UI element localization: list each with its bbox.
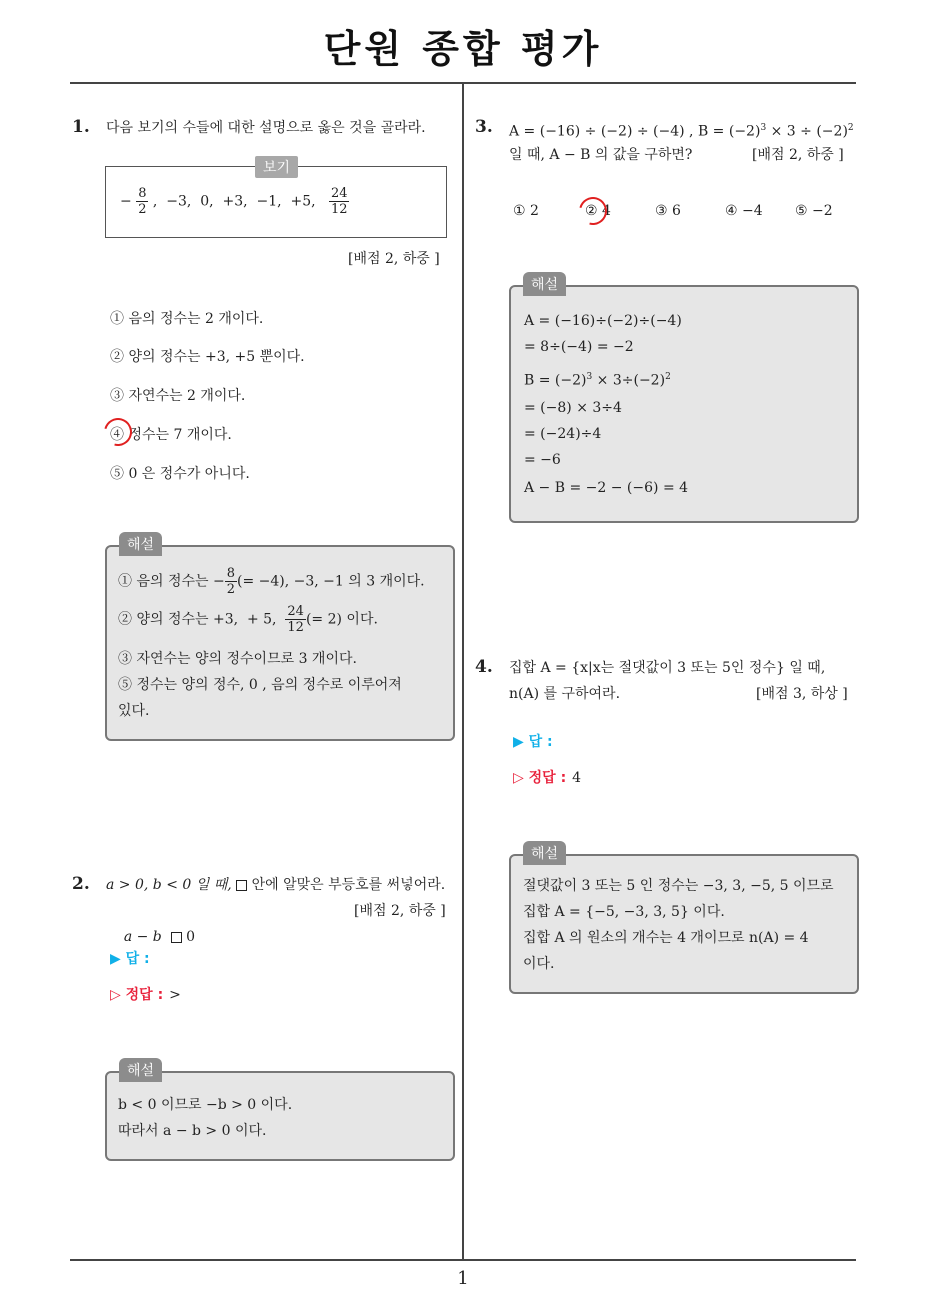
question-expression: A = (−16) ÷ (−2) ÷ (−4) , $B = (-2)^3 \times 3 \div (-2)^2$ — [509, 123, 854, 140]
column-divider — [462, 83, 464, 1261]
solution-line: = −6 — [524, 452, 561, 468]
solution-line: ② 양의 정수는 +3, + 5, $\frac{24}{12}$ (= 2) 이다. — [118, 604, 378, 635]
question-expression: a − b 0 — [123, 929, 196, 945]
question-text: 다음 보기의 수들에 대한 설명으로 옳은 것을 골라라. — [106, 120, 426, 136]
solution-label: 해설 — [523, 272, 566, 296]
solution-line: A = (−16)÷(−2)÷(−4) — [524, 313, 682, 329]
solution-line: 집합 A 의 원소의 개수는 4 개이므로 n(A) = 4 — [523, 930, 809, 946]
question-text: n(A) 를 구하여라. — [509, 686, 621, 702]
blank-box-icon — [171, 932, 182, 943]
choice-2[interactable]: ② 양의 정수는 +3, +5 뿐이다. — [110, 349, 305, 365]
solution-line: b < 0 이므로 −b > 0 이다. — [118, 1097, 293, 1113]
solution-line: = (−24)÷4 — [524, 426, 602, 442]
choice-2[interactable]: ② 4 — [585, 203, 611, 219]
fraction: $\frac{8}{2}$ — [138, 186, 147, 217]
score-meta: [배점 3, 하상 ] — [756, 686, 848, 702]
fraction: $\frac{24}{12}$ — [330, 186, 348, 217]
score-meta: [배점 2, 하중 ] — [354, 903, 446, 919]
choice-4[interactable]: ④ −4 — [725, 203, 763, 219]
solution-label: 해설 — [119, 532, 162, 556]
answer-input[interactable]: ▶ 답 : — [110, 951, 150, 967]
choice-3[interactable]: ③ 6 — [655, 203, 681, 219]
question-number: 2. — [72, 874, 90, 894]
solution-line: ③ 자연수는 양의 정수이므로 3 개이다. — [118, 651, 357, 667]
solution-line: = (−8) × 3÷4 — [524, 400, 622, 416]
bogi-label: 보기 — [255, 156, 298, 178]
selected-answer-circle — [99, 413, 137, 451]
footer-divider — [70, 1259, 856, 1261]
score-meta: [배점 2, 하중 ] — [752, 147, 844, 163]
solution-label: 해설 — [119, 1058, 162, 1082]
choice-5[interactable]: ⑤ −2 — [795, 203, 833, 219]
question-number: 1. — [72, 117, 90, 137]
solution-line: 이다. — [523, 956, 555, 972]
question-number: 4. — [475, 657, 493, 677]
score-meta: [배점 2, 하중 ] — [348, 251, 440, 267]
question-text: a > 0, b < 0 일 때, 안에 알맞은 부등호를 써넣어라. — [106, 877, 446, 893]
correct-answer: ▷ 정답 : > — [110, 987, 181, 1003]
question-text: 집합 A = {x|x는 절댓값이 3 또는 5인 정수} 일 때, — [509, 660, 826, 676]
solution-line: A − B = −2 − (−6) = 4 — [524, 480, 689, 496]
solution-line: = 8÷(−4) = −2 — [524, 339, 634, 355]
solution-line: ⑤ 정수는 양의 정수, 0 , 음의 정수로 이루어져 — [118, 677, 402, 693]
choice-1[interactable]: ① 음의 정수는 2 개이다. — [110, 311, 264, 327]
question-number: 3. — [475, 117, 493, 137]
page-number: 1 — [457, 1268, 469, 1289]
solution-line: 절댓값이 3 또는 5 인 정수는 −3, 3, −5, 5 이므로 — [523, 878, 834, 894]
blank-box-icon — [236, 880, 247, 891]
solution-line: $B = (-2)^3 \times 3\div(-2)^2$ — [524, 372, 671, 389]
solution-line: 있다. — [118, 703, 150, 719]
correct-answer: ▷ 정답 : 4 — [513, 770, 582, 786]
choice-1[interactable]: ① 2 — [513, 203, 539, 219]
answer-input[interactable]: ▶ 답 : — [513, 734, 553, 750]
solution-label: 해설 — [523, 841, 566, 865]
solution-line: 집합 A = {−5, −3, 3, 5} 이다. — [523, 904, 725, 920]
choice-5[interactable]: ⑤ 0 은 정수가 아니다. — [110, 466, 250, 482]
selected-answer-circle — [574, 192, 612, 230]
solution-line: ① 음의 정수는 − $\frac{8}{2}$ (= −4), −3, −1 의 3 개이다. — [118, 566, 425, 597]
bogi-numbers: − $\frac{8}{2}$ , −3, 0, +3, −1, +5, $\frac{24}{12}$ — [120, 186, 348, 217]
solution-box — [105, 1071, 455, 1161]
choice-4[interactable]: ④ 정수는 7 개이다. — [110, 427, 232, 443]
page-title: 단원 종합 평가 — [323, 27, 603, 71]
choice-3[interactable]: ③ 자연수는 2 개이다. — [110, 388, 246, 404]
solution-line: 따라서 a − b > 0 이다. — [118, 1123, 267, 1139]
question-text: 일 때, A − B 의 값을 구하면? — [509, 147, 693, 163]
